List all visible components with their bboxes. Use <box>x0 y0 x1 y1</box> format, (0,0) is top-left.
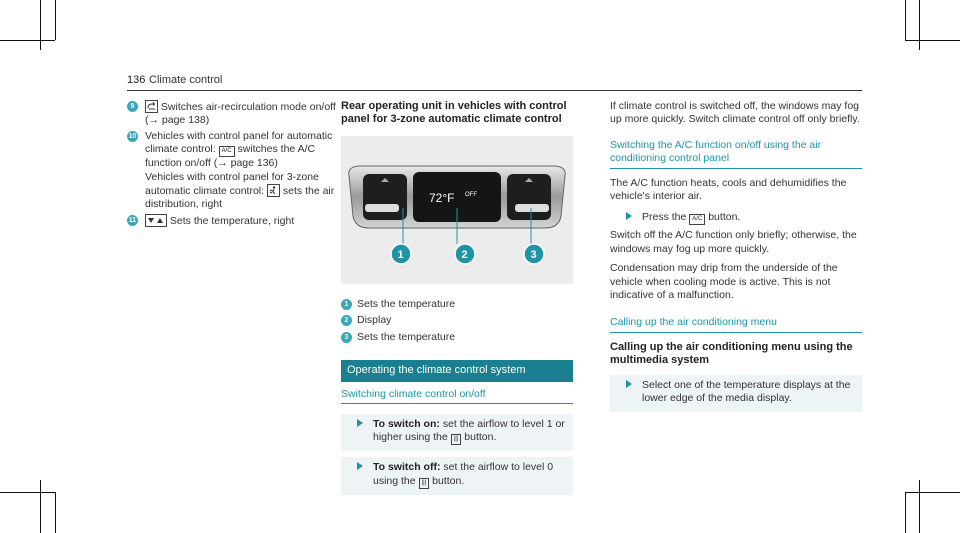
paragraph: The A/C function heats, cools and dehumidifies the vehicle's interior air. <box>610 176 847 203</box>
air-distribution-icon <box>267 184 280 197</box>
step-text: set the airflow to level 0 using the <box>373 461 554 487</box>
section-bar: Operating the climate control system <box>341 360 573 381</box>
step-arrow-icon <box>357 462 363 470</box>
step-text: button. <box>432 474 465 487</box>
instruction-step <box>341 457 573 494</box>
instruction-step <box>341 414 573 451</box>
step-arrow-icon <box>357 419 363 427</box>
rear-control-panel-figure <box>341 136 573 284</box>
crop-mark <box>55 492 56 533</box>
step-label: To switch on: <box>373 418 440 431</box>
crop-mark <box>919 480 920 533</box>
legend-text: Sets the temperature <box>357 330 456 343</box>
item-text: switches the A/C function on/off (→ page 136) <box>145 143 316 170</box>
instruction-step <box>610 375 862 412</box>
step-text: Press the <box>642 211 687 224</box>
control-panel-illustration <box>341 136 573 284</box>
chapter-title: Climate control <box>149 74 223 86</box>
list-item <box>127 130 337 212</box>
subheading: Switching climate control on/off <box>341 388 573 404</box>
legend-item <box>341 298 573 311</box>
step-text: button. <box>464 431 497 444</box>
crop-mark <box>40 480 41 533</box>
list-item <box>127 100 337 128</box>
recirculation-icon <box>145 100 158 113</box>
step-arrow-icon <box>626 212 632 220</box>
paragraph: Condensation may drip from the underside of the vehicle when cooling mode is active. This is not indicative of a malfunction. <box>610 262 838 302</box>
temperature-arrows-icon <box>145 214 167 227</box>
paragraph: If climate control is switched off, the windows may fog up more quickly. Switch climate control off only briefly. <box>610 100 860 126</box>
column-left <box>127 100 337 230</box>
display-off-label: OFF <box>465 192 477 198</box>
callout-3: 3 <box>530 249 537 261</box>
column-right <box>610 100 862 412</box>
item-text: Vehicles with control panel for automatic climate control: <box>145 129 333 156</box>
callout-number: 2 <box>341 315 352 326</box>
callout-2: 2 <box>461 249 468 261</box>
legend-text: Sets the temperature <box>357 298 456 310</box>
callout-number: 3 <box>341 332 352 343</box>
step-label: To switch off: <box>373 461 441 474</box>
legend-item <box>341 331 573 344</box>
ac-key-icon: A/C <box>219 146 235 157</box>
fan-key-icon: ||| <box>419 478 430 489</box>
step-text: Select one of the temperature displays at the lower edge of the media display. <box>642 378 851 405</box>
crop-mark <box>0 40 55 41</box>
item-text: Sets the temperature, right <box>169 214 295 227</box>
page-number: 136 <box>127 74 146 86</box>
item-text: Switches air-recirculation mode on/off (→ page 138) <box>145 101 336 127</box>
crop-mark <box>919 0 920 50</box>
section-heading: Rear operating unit in vehicles with control panel for 3-zone automatic climate control <box>341 100 567 125</box>
section-heading: Calling up the air conditioning menu using the multimedia system <box>610 340 853 366</box>
instruction-step <box>610 209 862 229</box>
crop-mark <box>905 492 906 533</box>
ac-key-icon: A/C <box>689 214 705 225</box>
subheading: Calling up the air conditioning menu <box>610 316 862 332</box>
paragraph: Switch off the A/C function only briefly; otherwise, the windows may fog up more quickly. <box>610 229 857 255</box>
legend-item <box>341 314 573 327</box>
callout-number: 1 <box>341 299 352 310</box>
crop-mark <box>55 0 56 40</box>
crop-mark <box>0 492 55 493</box>
list-item <box>127 214 337 228</box>
page-header <box>127 74 862 91</box>
crop-mark <box>905 492 960 493</box>
crop-mark <box>905 40 960 41</box>
step-text: button. <box>708 211 741 224</box>
subheading: Switching the A/C function on/off using the air conditioning control panel <box>610 139 862 169</box>
callout-number: 9 <box>127 101 138 112</box>
item-text: sets the air distribution, right <box>145 185 335 211</box>
fan-key-icon: ||| <box>451 434 462 445</box>
step-arrow-icon <box>626 380 632 388</box>
step-text: set the airflow to level 1 or higher using the <box>373 418 565 444</box>
crop-mark <box>40 0 41 50</box>
callout-1: 1 <box>397 249 404 261</box>
column-middle <box>341 100 573 495</box>
callout-number: 10 <box>128 132 137 140</box>
display-temperature: 72°F <box>429 191 455 205</box>
crop-mark <box>905 0 906 40</box>
legend-text: Display <box>357 314 392 327</box>
item-text: Vehicles with control panel for 3-zone automatic climate control: <box>145 170 319 198</box>
callout-number: 11 <box>128 216 137 224</box>
